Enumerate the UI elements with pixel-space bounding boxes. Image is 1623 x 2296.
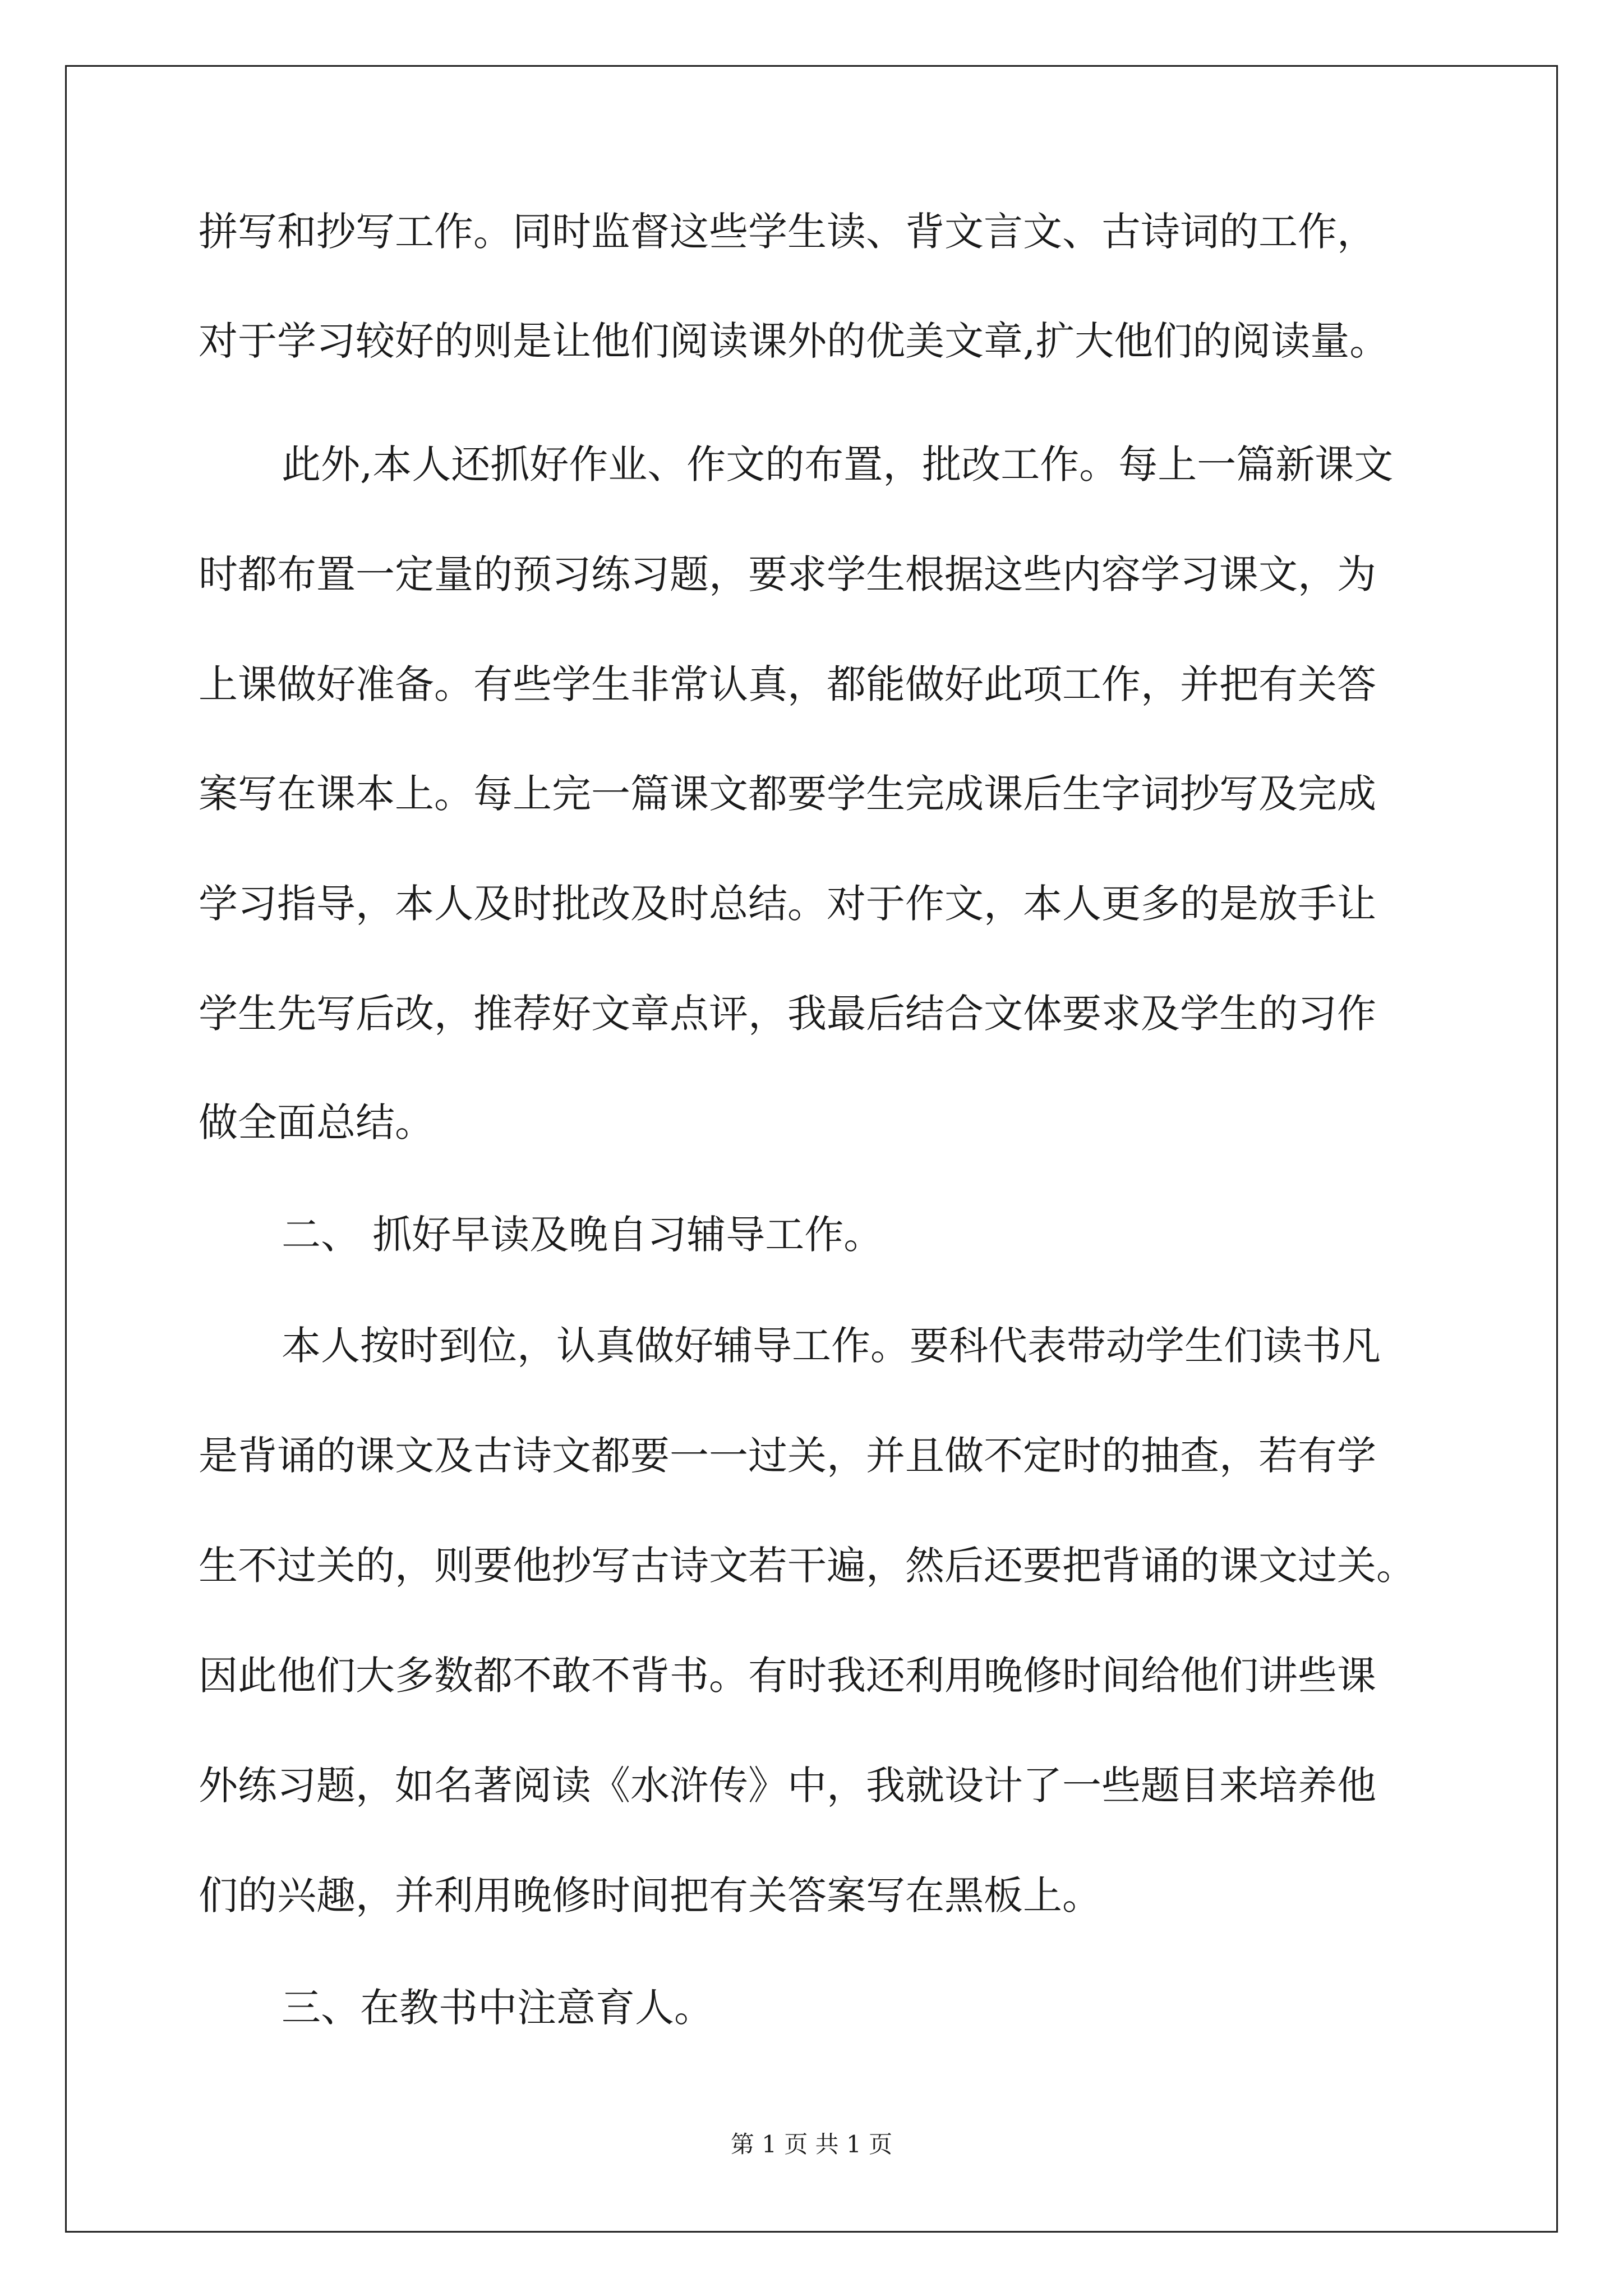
section-heading: 三、在教书中注意育人。 <box>282 1985 713 2031</box>
page-number-footer: 第 1 页 共 1 页 <box>730 2131 893 2158</box>
text-line: 因此他们大多数都不敢不背书。有时我还利用晚修时间给他们讲些课 <box>199 1653 1376 1699</box>
text-line: 拼写和抄写工作。同时监督这些学生读、背文言文、古诗词的工作， <box>199 209 1376 255</box>
text-line: 本人按时到位，认真做好辅导工作。要科代表带动学生们读书凡 <box>282 1323 1381 1369</box>
text-line: 对于学习较好的则是让他们阅读课外的优美文章,扩大他们的阅读量。 <box>199 318 1389 364</box>
text-line: 学习指导，本人及时批改及时总结。对于作文，本人更多的是放手让 <box>199 881 1376 927</box>
text-line: 是背诵的课文及古诗文都要一一过关，并且做不定时的抽查，若有学 <box>199 1433 1376 1479</box>
text-line: 们的兴趣，并利用晚修时间把有关答案写在黑板上。 <box>199 1872 1101 1918</box>
text-line: 外练习题，如名著阅读《水浒传》中，我就设计了一些题目来培养他 <box>199 1763 1376 1809</box>
text-line: 生不过关的，则要他抄写古诗文若干遍，然后还要把背诵的课文过关。 <box>199 1543 1415 1589</box>
text-line: 此外,本人还抓好作业、作文的布置，批改工作。每上一篇新课文 <box>282 441 1394 487</box>
section-heading: 二、 抓好早读及晚自习辅导工作。 <box>282 1212 883 1258</box>
text-line: 时都布置一定量的预习练习题，要求学生根据这些内容学习课文，为 <box>199 551 1376 597</box>
text-line: 学生先写后改，推荐好文章点评，我最后结合文体要求及学生的习作 <box>199 991 1376 1037</box>
text-line: 案写在课本上。每上完一篇课文都要学生完成课后生字词抄写及完成 <box>199 771 1376 817</box>
text-line: 上课做好准备。有些学生非常认真，都能做好此项工作，并把有关答 <box>199 661 1376 707</box>
text-line: 做全面总结。 <box>199 1099 434 1145</box>
